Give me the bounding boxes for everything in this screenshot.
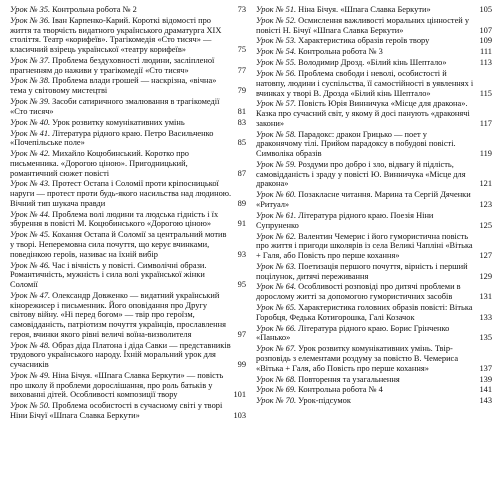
lesson-number: Урок № 61. [256, 210, 297, 220]
toc-entry-text [10, 291, 246, 340]
lesson-number: Урок № 62. [256, 231, 297, 241]
toc-entry-text [256, 211, 492, 230]
page-number: 127 [479, 250, 492, 260]
toc-entry-text [256, 130, 492, 159]
toc-entry-text [256, 190, 492, 209]
toc-entry-text [256, 303, 492, 322]
toc-entry-text [10, 230, 246, 259]
lesson-number: Урок № 69. [256, 385, 297, 395]
lesson-number: Урок № 44. [10, 209, 51, 219]
lesson-number: Урок № 48. [10, 340, 51, 350]
toc-entry [256, 232, 492, 261]
lesson-number: Урок № 35. [10, 5, 51, 14]
lesson-number: Урок № 47. [10, 290, 51, 300]
toc-entry-text [10, 210, 246, 229]
lesson-number: Урок № 39. [10, 97, 51, 107]
toc-entry [10, 118, 246, 128]
page-number: 143 [479, 396, 492, 406]
lesson-number: Урок № 45. [10, 230, 51, 240]
toc-entry [256, 190, 492, 209]
lesson-title: Кохання Остапа й Соломії за центральний мотив у творі. Неперемовна сила почуття, що керує вчинками, поведінкою героїв, називає на їхній вибір [10, 230, 227, 259]
lesson-title: Поетизація першого почуття, вірність і перший поцілунок, дитячі переживання [256, 261, 468, 281]
lesson-number: Урок № 49. [10, 370, 51, 380]
page-number: 119 [479, 149, 492, 159]
toc-entry [256, 160, 492, 189]
lesson-title: Ніна Бічуя. «Шпага Славка Беркути» [298, 5, 431, 14]
lesson-title: Роздуми про добро і зло, відвагу й підлість, самовідданість і зраду у повісті Ю. Винничука «Місце для дракона» [256, 160, 466, 189]
toc-entry [10, 261, 246, 290]
lesson-number: Урок № 52. [256, 15, 297, 25]
lesson-title: Олександр Довженко — видатний український кінорежисер і письменник. Його оповідання про Другу світову війну. «Ні перед богом» — твір про героїзм, самовідданість, патріотизм почуття українців, прославлення героя, вчинки якого рівні величі воїна-визволителя [10, 290, 226, 339]
toc-entry [256, 375, 492, 385]
page-number: 129 [479, 271, 492, 281]
toc-entry [256, 324, 492, 343]
lesson-title: Контрольна робота № 2 [52, 5, 137, 14]
lesson-number: Урок № 66. [256, 323, 297, 333]
lesson-number: Урок № 46. [10, 260, 51, 270]
lesson-title: Ніна Бічуя. «Шпага Славка Беркути» — повість про школу й проблеми дорослішання, про роль батьків у вихованні дітей. Особливості композиції твору [10, 370, 224, 400]
lesson-number: Урок № 50. [10, 401, 51, 411]
page-number: 117 [479, 118, 492, 128]
lesson-number: Урок № 68. [256, 374, 297, 384]
lesson-title: Володимир Дрозд. «Білий кінь Шептало» [298, 58, 447, 68]
page-number: 125 [479, 220, 492, 230]
lesson-title: Контрольна робота № 4 [298, 385, 383, 395]
lesson-number: Урок № 43. [10, 179, 51, 189]
lesson-number: Урок № 37. [10, 55, 51, 65]
page-number: 141 [479, 385, 492, 395]
page-number: 101 [233, 390, 246, 400]
page-number: 89 [237, 198, 246, 208]
lesson-number: Урок № 53. [256, 36, 297, 46]
lesson-number: Урок № 67. [256, 344, 297, 354]
page-number: 123 [479, 200, 492, 210]
toc-entry [256, 99, 492, 128]
toc-entry [10, 371, 246, 400]
toc-entry-text [256, 232, 492, 261]
lesson-number: Урок № 42. [10, 149, 51, 159]
toc-entry-text [256, 262, 492, 281]
toc-entry [256, 303, 492, 322]
lesson-title: Урок розвитку комунікативних умінь. Твір-розповідь з елементами роздуму за повістю В. Чемериса «Вітька + Галя, або Повість про перше кохання» [256, 344, 459, 373]
toc-entry [256, 385, 492, 395]
toc-entry [10, 149, 246, 178]
toc-entry-text [256, 36, 492, 46]
lesson-title: Позакласне читання. Марина та Сергій Дяченки «Ритуал» [256, 190, 471, 210]
lesson-number: Урок № 64. [256, 282, 297, 292]
toc-entry [256, 396, 492, 406]
toc-entry-text [10, 56, 246, 75]
lesson-number: Урок № 63. [256, 261, 297, 271]
page-number: 75 [237, 45, 246, 54]
lesson-title: Валентин Чемерис і його гумористична повість про життя і пригоди школярів із села Великі Чапліні «Вітька + Галя, або Повість про перше кохання» [256, 231, 473, 260]
toc-entry [256, 58, 492, 68]
lesson-number: Урок № 38. [10, 76, 51, 86]
lesson-title: Парадокс: дракон Грицько — поет у драконячому тілі. Прийом парадоксу в побудові повісті. Символіка образів [256, 129, 456, 159]
lesson-title: Час і вічність у повісті. Символічні образи. Романтичність, мужність і сила волі української жінки Соломії [10, 260, 207, 290]
lesson-title: Література рідного краю. Поезія Ніни Супруненко [256, 210, 434, 230]
toc-entry-text [256, 160, 492, 189]
lesson-title: Проблема влади грошей — наскрізна, «вічна» тема у світовому мистецтві [10, 76, 217, 96]
toc-entry [10, 230, 246, 259]
lesson-title: Повість Юрія Винничука «Місце для дракона». Казка про сучасний світ, у якому й досі панують «драконячі закони» [256, 99, 470, 128]
lesson-title: Урок-підсумок [298, 396, 351, 406]
lesson-number: Урок № 59. [256, 160, 297, 170]
toc-entry [10, 97, 246, 116]
toc-entry-text [256, 58, 492, 68]
toc-entry-text [256, 396, 492, 406]
lesson-number: Урок № 70. [256, 396, 297, 406]
toc-entry-text [10, 341, 246, 370]
page-number: 135 [479, 333, 492, 343]
toc-entry-text [10, 149, 246, 178]
lesson-title: Проблема свободи і неволі, особистості й натовпу, людини і суспільства, її самостійності в уявленнях і вчинках у творі В. Дрозда «Білий кінь Шептало» [256, 69, 474, 98]
lesson-number: Урок № 36. [10, 15, 51, 25]
page-number: 93 [237, 249, 246, 259]
page-number: 103 [233, 410, 246, 420]
toc-entry-text [10, 16, 246, 55]
toc-entry [256, 47, 492, 57]
lesson-title: Повторення та узагальнення [298, 374, 400, 384]
toc-entry-text [256, 375, 492, 385]
toc-entry [256, 262, 492, 281]
lesson-title: Проблема особистості в сучасному світі у творі Ніни Бічуї «Шпага Славка Беркути» [10, 401, 223, 420]
toc-entry [10, 5, 246, 15]
toc-entry [10, 16, 246, 55]
lesson-title: Урок розвитку комунікативних умінь [52, 117, 185, 127]
page-number: 109 [479, 36, 492, 46]
toc-column-right [256, 5, 492, 495]
page-number: 83 [237, 117, 246, 127]
page-number: 133 [479, 312, 492, 322]
toc-entry-text [256, 69, 492, 98]
lesson-title: Осмислення важливості моральних цінностей у повісті Н. Бічуї «Шпага Славка Беркути» [256, 15, 470, 35]
toc-entry-text [10, 5, 246, 15]
toc-entry-text [256, 385, 492, 395]
lesson-title: Характеристика головних образів повісті: Вітька Горобця, Федька Котигорошка, Галі Козачок [256, 303, 473, 322]
toc-entry [10, 56, 246, 75]
lesson-number: Урок № 56. [256, 69, 297, 79]
page-number: 139 [479, 374, 492, 384]
toc-entry-text [10, 76, 246, 95]
lesson-number: Урок № 60. [256, 190, 297, 200]
lesson-title: Засоби сатиричного змалювання в трагікомедії «Сто тисяч» [10, 97, 220, 116]
toc-entry [10, 210, 246, 229]
toc-entry [256, 69, 492, 98]
page-number: 95 [237, 280, 246, 290]
page-number: 81 [237, 106, 246, 116]
toc-entry [256, 16, 492, 35]
toc-entry-text [10, 371, 246, 400]
lesson-title: Проблема волі людини та людська гідність і їх збурення в повісті М. Коцюбинського «Дорогою ціною» [10, 209, 219, 229]
lesson-title: Проблема бездуховності людини, засліпленої прагненням до наживи у трагікомедії «Сто тисяч» [10, 55, 215, 75]
toc-entry-text [256, 324, 492, 343]
lesson-title: Особливості розповіді про дитячі проблеми в дорослому житті за допомогою гумористичних засобів [256, 282, 461, 302]
toc-entry-text [256, 16, 492, 35]
lesson-title: Характеристика образів героїв твору [298, 36, 430, 46]
page-number: 77 [237, 65, 246, 75]
toc-entry [256, 282, 492, 301]
page-number: 73 [237, 5, 246, 14]
page-number: 85 [237, 138, 246, 148]
lesson-title: Література рідного краю. Борис Грінченко «Панько» [256, 323, 450, 343]
lesson-number: Урок № 58. [256, 129, 297, 139]
toc-entry [10, 291, 246, 340]
toc-entry-text [256, 344, 492, 373]
lesson-number: Урок № 65. [256, 303, 297, 313]
page-number: 115 [479, 88, 492, 98]
lesson-number: Урок № 41. [10, 128, 51, 138]
lesson-title: Протест Остапа і Соломії проти кріпосницької наруги — протест проти будь-якого насильства над людиною. Вічний тип шукача правди [10, 179, 232, 208]
toc-entry-text [10, 129, 246, 148]
table-of-contents [10, 5, 492, 495]
page-number: 105 [479, 5, 492, 14]
page-number: 99 [237, 360, 246, 370]
lesson-number: Урок № 55. [256, 58, 297, 68]
page-number: 113 [479, 58, 492, 68]
toc-entry-text [10, 261, 246, 290]
toc-column-left [10, 5, 246, 495]
toc-entry [10, 179, 246, 208]
page-number: 131 [479, 292, 492, 302]
lesson-title: Образ діда Платона і діда Савки — представників трудового українського народу. Їхній моральний урок для сучасників [10, 340, 231, 370]
lesson-title: Іван Карпенко-Карий. Короткі відомості про життя та творчість видатного українського драматурга XIX століття. Театр «корифеїв». Трагікомедія «Сто тисяч» — класичний взірець української «театру корифеїв» [10, 15, 222, 54]
lesson-number: Урок № 40. [10, 117, 51, 127]
toc-entry-text [256, 282, 492, 301]
page-number: 97 [237, 329, 246, 339]
toc-entry [10, 401, 246, 420]
toc-entry [256, 36, 492, 46]
toc-entry-text [256, 99, 492, 128]
toc-entry [10, 129, 246, 148]
page-number: 107 [479, 25, 492, 35]
toc-entry [256, 211, 492, 230]
page-number: 121 [479, 179, 492, 189]
toc-entry-text [256, 5, 492, 15]
toc-entry-text [10, 179, 246, 208]
page-number: 87 [237, 168, 246, 178]
toc-entry [10, 76, 246, 95]
page-number: 79 [237, 86, 246, 96]
page-number: 111 [480, 47, 492, 57]
lesson-number: Урок № 57. [256, 99, 297, 109]
toc-entry-text [10, 401, 246, 420]
lesson-title: Михайло Коцюбинський. Коротко про письменника. «Дорогою ціною». Пригодницький, романтичний сюжет повісті [10, 149, 189, 178]
toc-entry [256, 344, 492, 373]
toc-entry-text [10, 97, 246, 116]
lesson-number: Урок № 51. [256, 5, 297, 14]
toc-entry [256, 130, 492, 159]
lesson-number: Урок № 54. [256, 47, 297, 57]
toc-entry-text [256, 47, 492, 57]
toc-entry [10, 341, 246, 370]
toc-entry-text [10, 118, 246, 128]
lesson-title: Література рідного краю. Петро Васильченко «Почепільське поле» [10, 128, 214, 148]
lesson-title: Контрольна робота № 3 [298, 47, 383, 57]
page-number: 137 [479, 363, 492, 373]
toc-entry [256, 5, 492, 15]
page-number: 91 [237, 219, 246, 229]
